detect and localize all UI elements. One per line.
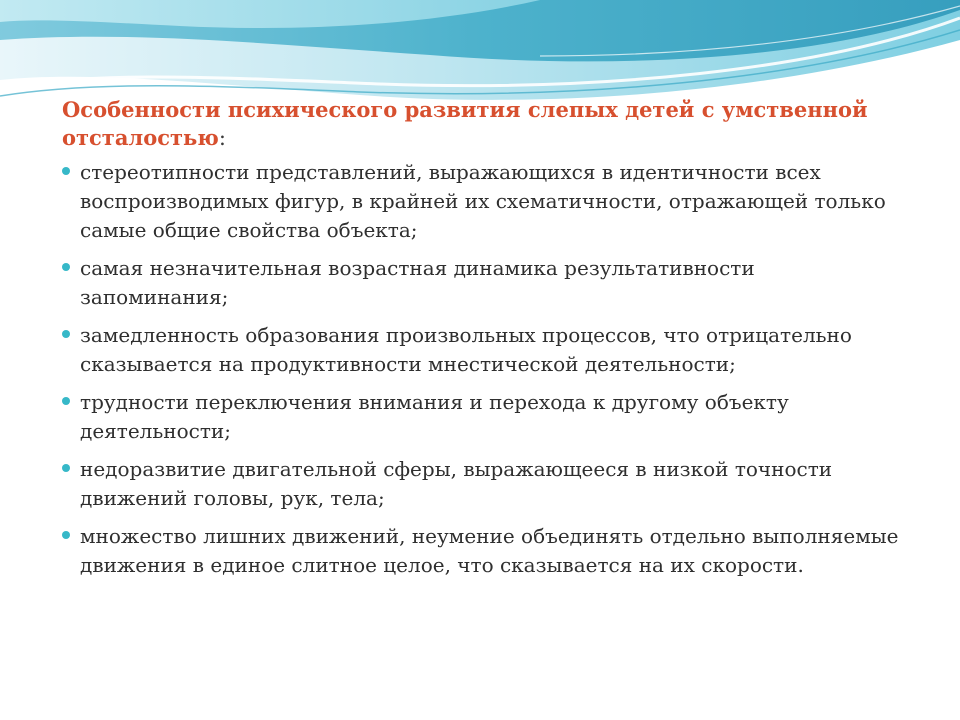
bullet-item <box>62 522 902 580</box>
bullet-text: трудности переключения внимания и перехода к другому объекту деятельности; <box>80 390 789 443</box>
slide-heading-colon: : <box>218 126 226 150</box>
bullet-item <box>62 158 902 245</box>
bullet-list <box>62 158 902 580</box>
bullet-text: замедленность образования произвольных процессов, что отрицательно сказывается на продуктивности мнестической деятельности; <box>80 323 852 376</box>
circle-bullet-icon <box>62 330 70 338</box>
bullet-item <box>62 388 902 446</box>
slide-heading <box>62 96 902 152</box>
wave-decoration <box>0 0 960 110</box>
bullet-text: недоразвитие двигательной сферы, выражающееся в низкой точности движений головы, рук, тела; <box>80 457 833 510</box>
bullet-item <box>62 455 902 513</box>
bullet-item <box>62 254 902 312</box>
content-area <box>62 96 902 589</box>
bullet-item <box>62 321 902 379</box>
circle-bullet-icon <box>62 464 70 472</box>
circle-bullet-icon <box>62 397 70 405</box>
circle-bullet-icon <box>62 263 70 271</box>
circle-bullet-icon <box>62 167 70 175</box>
bullet-text: самая незначительная возрастная динамика результативности запоминания; <box>80 256 755 309</box>
slide-heading-text: Особенности психического развития слепых детей с умственной отсталостью <box>62 97 868 150</box>
circle-bullet-icon <box>62 531 70 539</box>
bullet-text: множество лишних движений, неумение объединять отдельно выполняемые движения в единое слитное целое, что сказывается на их скорости. <box>80 524 899 577</box>
bullet-text: стереотипности представлений, выражающихся в идентичности всех воспроизводимых фигур, в крайней их схематичности, отражающей только самые общие свойства объекта; <box>80 160 886 242</box>
